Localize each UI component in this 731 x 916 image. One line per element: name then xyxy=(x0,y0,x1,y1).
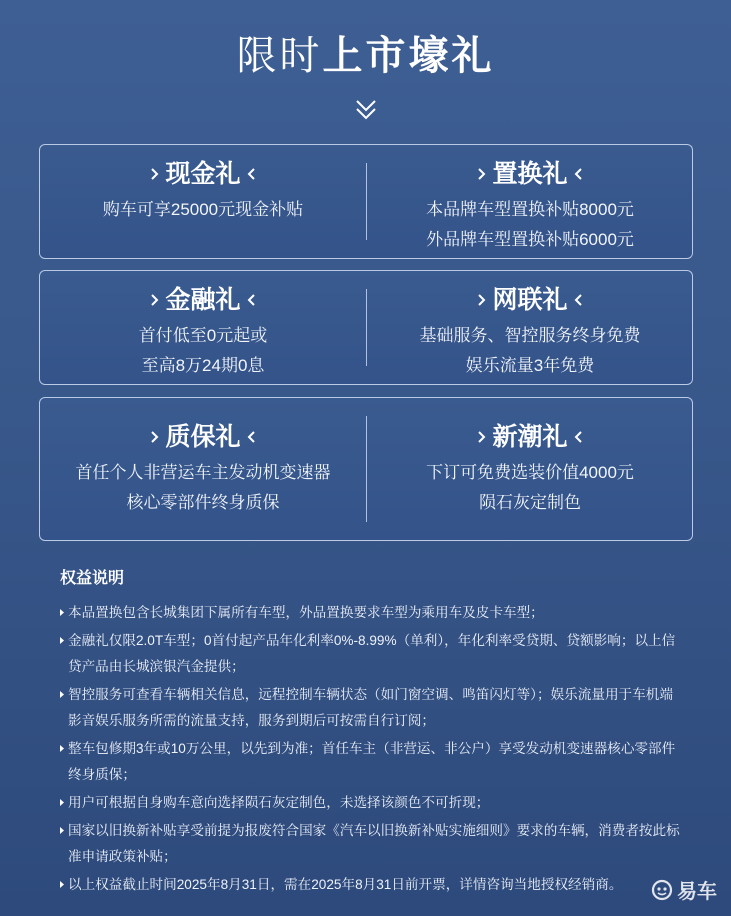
gift-line: 外品牌车型置换补贴6000元 xyxy=(426,230,634,249)
note-item xyxy=(60,682,680,734)
gift-card-2 xyxy=(39,270,693,385)
gift-warranty-heading xyxy=(40,420,366,454)
page-title xyxy=(0,32,731,80)
tick-left-icon xyxy=(477,430,486,444)
tick-left-icon xyxy=(477,293,486,307)
gift-finance xyxy=(40,271,366,381)
gift-line: 首付低至0元起或 xyxy=(138,326,268,345)
title-bold: 上市壕礼 xyxy=(322,34,495,78)
bullet-icon xyxy=(60,827,64,834)
notes-title: 权益说明 xyxy=(60,570,125,587)
tick-left-icon xyxy=(150,430,159,444)
gift-finance-heading xyxy=(40,283,366,317)
gift-line: 陨石灰定制色 xyxy=(479,493,581,512)
bullet-icon xyxy=(60,609,64,616)
watermark-text: 易车 xyxy=(677,881,717,903)
gift-title: 新潮礼 xyxy=(492,423,568,451)
bullet-icon xyxy=(60,881,64,888)
gift-line: 下订可免费选装价值4000元 xyxy=(426,463,634,482)
note-item xyxy=(60,736,680,788)
tick-right-icon xyxy=(247,430,256,444)
note-text: 本品置换包含长城集团下属所有车型，外品置换要求车型为乘用车及皮卡车型； xyxy=(68,605,544,620)
bullet-icon xyxy=(60,799,64,806)
gift-line: 核心零部件终身质保 xyxy=(126,493,280,512)
note-item xyxy=(60,600,680,626)
note-item xyxy=(60,818,680,870)
gift-title: 网联礼 xyxy=(492,286,568,314)
gift-line: 首任个人非营运车主发动机变速器 xyxy=(75,463,331,482)
bullet-icon xyxy=(60,745,64,752)
gift-connectivity-heading xyxy=(367,283,693,317)
bullet-icon xyxy=(60,637,64,644)
gift-line: 至高8万24期0息 xyxy=(141,356,265,375)
note-text: 金融礼仅限2.0T车型；0首付起产品年化利率0%-8.99%（单利），年化利率受贷期、贷额影响；以上信贷产品由长城滨银汽金提供； xyxy=(68,633,676,674)
title-thin: 限时 xyxy=(236,34,323,78)
note-text: 智控服务可查看车辆相关信息，远程控制车辆状态（如门窗空调、鸣笛闪灯等）；娱乐流量用于车机端影音娱乐服务所需的流量支持，服务到期后可按需自行订阅； xyxy=(68,687,673,728)
gift-trend-heading xyxy=(367,420,693,454)
gift-warranty xyxy=(40,398,366,518)
yiche-logo-icon xyxy=(651,879,673,901)
gift-trade-in xyxy=(367,145,693,255)
note-item xyxy=(60,628,680,680)
yiche-watermark xyxy=(651,875,717,904)
tick-right-icon xyxy=(574,293,583,307)
gift-line: 基础服务、智控服务终身免费 xyxy=(419,326,641,345)
gift-cash xyxy=(40,145,366,225)
note-text: 整车包修期3年或10万公里，以先到为准；首任车主（非营运、非公户）享受发动机变速器核心零部件终身质保； xyxy=(68,741,676,782)
gift-title: 质保礼 xyxy=(165,423,241,451)
gift-trade-in-heading xyxy=(367,157,693,191)
gift-card-3 xyxy=(39,397,693,541)
note-item xyxy=(60,790,680,816)
tick-right-icon xyxy=(574,167,583,181)
gift-connectivity xyxy=(367,271,693,381)
tick-left-icon xyxy=(477,167,486,181)
gift-card-1 xyxy=(39,144,693,259)
note-item xyxy=(60,872,680,898)
rights-notes xyxy=(60,566,680,900)
note-text: 用户可根据自身购车意向选择陨石灰定制色，未选择该颜色不可折现； xyxy=(68,795,490,810)
double-chevron-down-icon xyxy=(353,97,379,123)
gift-trend xyxy=(367,398,693,518)
gift-line: 娱乐流量3年免费 xyxy=(465,356,595,375)
notes-list xyxy=(60,600,680,898)
bullet-icon xyxy=(60,691,64,698)
tick-right-icon xyxy=(247,167,256,181)
note-text: 国家以旧换新补贴享受前提为报废符合国家《汽车以旧换新补贴实施细则》要求的车辆，消费者按此标准申请政策补贴； xyxy=(68,823,680,864)
tick-right-icon xyxy=(247,293,256,307)
tick-left-icon xyxy=(150,167,159,181)
gift-title: 现金礼 xyxy=(165,160,241,188)
gift-title: 金融礼 xyxy=(165,286,241,314)
note-text: 以上权益截止时间2025年8月31日，需在2025年8月31日前开票，详情咨询当地授权经销商。 xyxy=(68,877,623,892)
tick-right-icon xyxy=(574,430,583,444)
gift-title: 置换礼 xyxy=(492,160,568,188)
gift-line: 购车可享25000元现金补贴 xyxy=(102,200,304,219)
gift-line: 本品牌车型置换补贴8000元 xyxy=(426,200,634,219)
gift-cash-heading xyxy=(40,157,366,191)
tick-left-icon xyxy=(150,293,159,307)
